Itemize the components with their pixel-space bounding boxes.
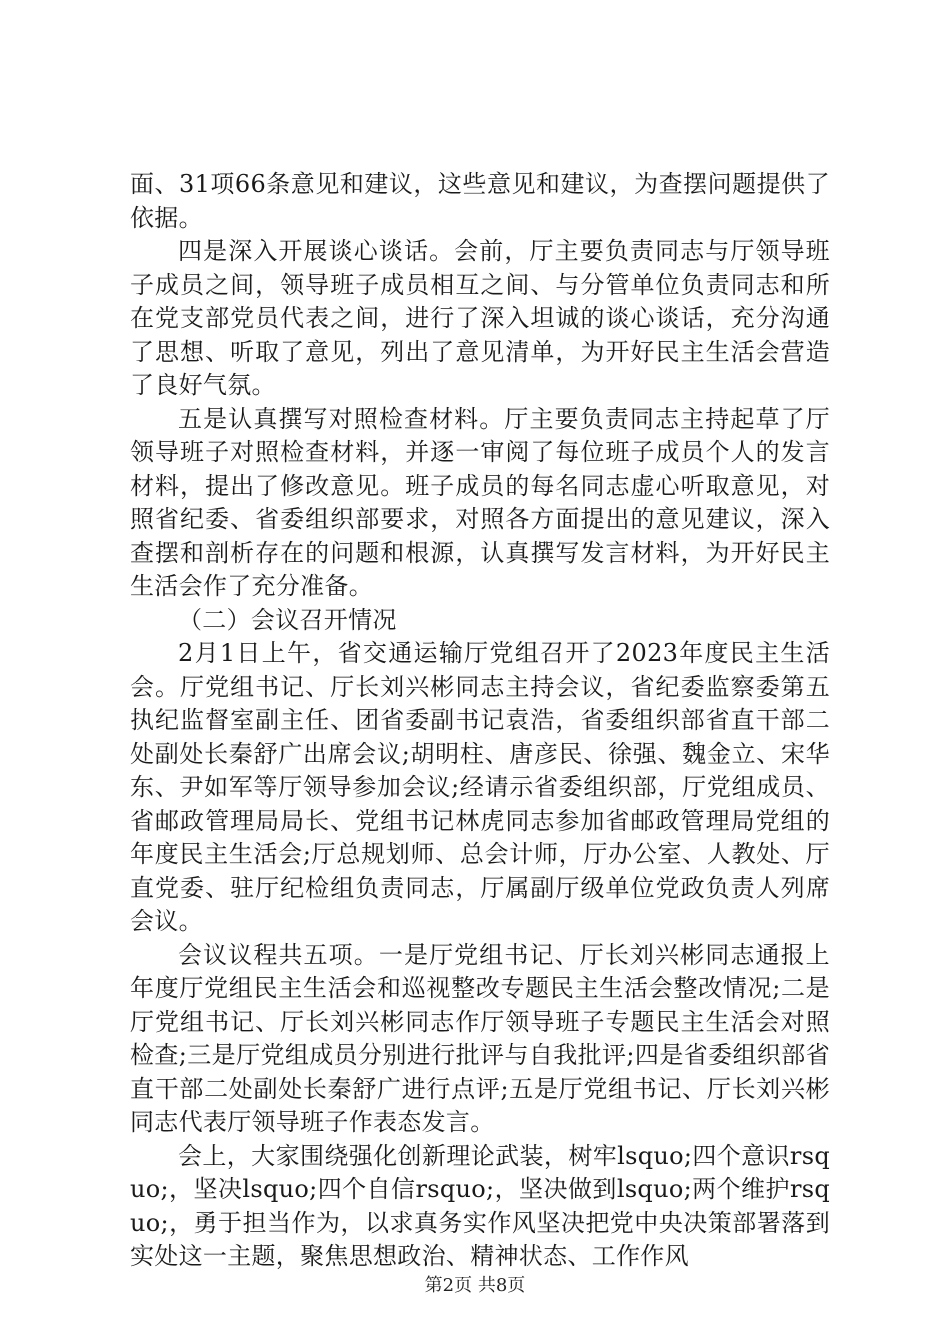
paragraph-continuation: 面、31项66条意见和建议，这些意见和建议，为查摆问题提供了依据。 <box>130 170 830 232</box>
paragraph-meeting-discussion: 会上，大家围绕强化创新理论武装，树牢lsquo;四个意识rsquo;，坚决lsquo;四个自信rsquo;，坚决做到lsquo;两个维护rsquo;，勇于担当作为，以求真务实作风坚决把党中央决策部署落到实处这一主题，聚焦思想政治、精神状态、工作作风 <box>130 1141 830 1270</box>
page-number-footer: 第2页 共8页 <box>424 1275 526 1296</box>
document-body <box>130 168 830 1274</box>
paragraph-inspection-materials: 五是认真撰写对照检查材料。厅主要负责同志主持起草了厅领导班子对照检查材料，并逐一审阅了每位班子成员个人的发言材料，提出了修改意见。班子成员的每名同志虚心听取意见，对照省纪委、省委组织部要求，对照各方面提出的意见建议，深入查摆和剖析存在的问题和根源，认真撰写发言材料，为开好民主生活会作了充分准备。 <box>130 404 830 600</box>
paragraph-meeting-agenda: 会议议程共五项。一是厅党组书记、厅长刘兴彬同志通报上年度厅党组民主生活会和巡视整改专题民主生活会整改情况;二是厅党组书记、厅长刘兴彬同志作厅领导班子专题民主生活会对照检查;三是厅党组成员分别进行批评与自我批评;四是省委组织部省直干部二处副处长秦舒广进行点评;五是厅党组书记、厅长刘兴彬同志代表厅领导班子作表态发言。 <box>130 940 830 1136</box>
paragraph-meeting-overview: 2月1日上午，省交通运输厅党组召开了2023年度民主生活会。厅党组书记、厅长刘兴彬同志主持会议，省纪委监察委第五执纪监督室副主任、团省委副书记袁浩，省委组织部省直干部二处副处长秦舒广出席会议;胡明柱、唐彦民、徐强、魏金立、宋华东、尹如军等厅领导参加会议;经请示省委组织部，厅党组成员、省邮政管理局局长、党组书记林虎同志参加省邮政管理局党组的年度民主生活会;厅总规划师、总会计师，厅办公室、人教处、厅直党委、驻厅纪检组负责同志，厅属副厅级单位党政负责人列席会议。 <box>130 639 830 935</box>
paragraph-heart-to-heart-talks: 四是深入开展谈心谈话。会前，厅主要负责同志与厅领导班子成员之间，领导班子成员相互之间、与分管单位负责同志和所在党支部党员代表之间，进行了深入坦诚的谈心谈话，充分沟通了思想、听取了意见，列出了意见清单，为开好民主生活会营造了良好气氛。 <box>130 237 830 399</box>
section-heading-meeting: （二）会议召开情况 <box>178 605 397 634</box>
